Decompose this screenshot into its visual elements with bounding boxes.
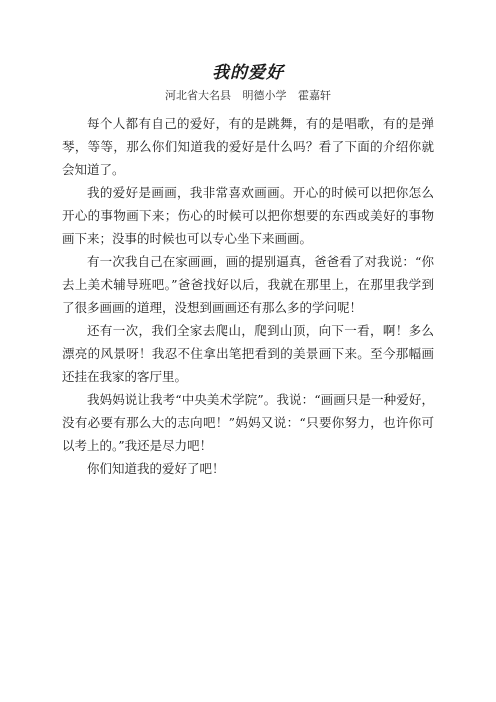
paragraph: 你们知道我的爱好了吧！: [87, 461, 225, 476]
paragraph: 有一次我自己在家画画，画的提别逼真，爸爸看了对我说：“你去上美术辅导班吧。”爸爸找好以后，我就在那里上，在那里我学到了很多画画的道理，没想到画画还有那么多的学问呢！: [62, 254, 434, 315]
document-byline: [62, 88, 434, 104]
paragraph: 我妈妈说让我考“中央美术学院”。我说：“画画只是一种爱好，没有必要有那么大的志向吧！”妈妈又说：“只要你努力，也许你可以考上的。”我还是尽力吧！: [62, 392, 434, 453]
paragraph: 每个人都有自己的爱好，有的是跳舞，有的是唱歌，有的是弹琴，等等，那么你们知道我的爱好是什么吗？看了下面的介绍你就会知道了。: [62, 116, 434, 177]
document-page: [62, 62, 434, 480]
paragraph: 我的爱好是画画，我非常喜欢画画。开心的时候可以把你怎么开心的事物画下来；伤心的时候可以把你想要的东西或美好的事物画下来；没事的时候也可以专心坐下来画画。: [62, 185, 434, 246]
byline-author: 霍嘉轩: [298, 89, 331, 102]
byline-school: 明德小学: [242, 89, 287, 102]
document-title: 我的爱好: [212, 63, 284, 83]
byline-place: 河北省大名县: [165, 89, 231, 102]
paragraph: 还有一次，我们全家去爬山，爬到山顶，向下一看，啊！多么漂亮的风景呀！我忍不住拿出笔把看到的美景画下来。至今那幅画还挂在我家的客厅里。: [62, 323, 434, 384]
